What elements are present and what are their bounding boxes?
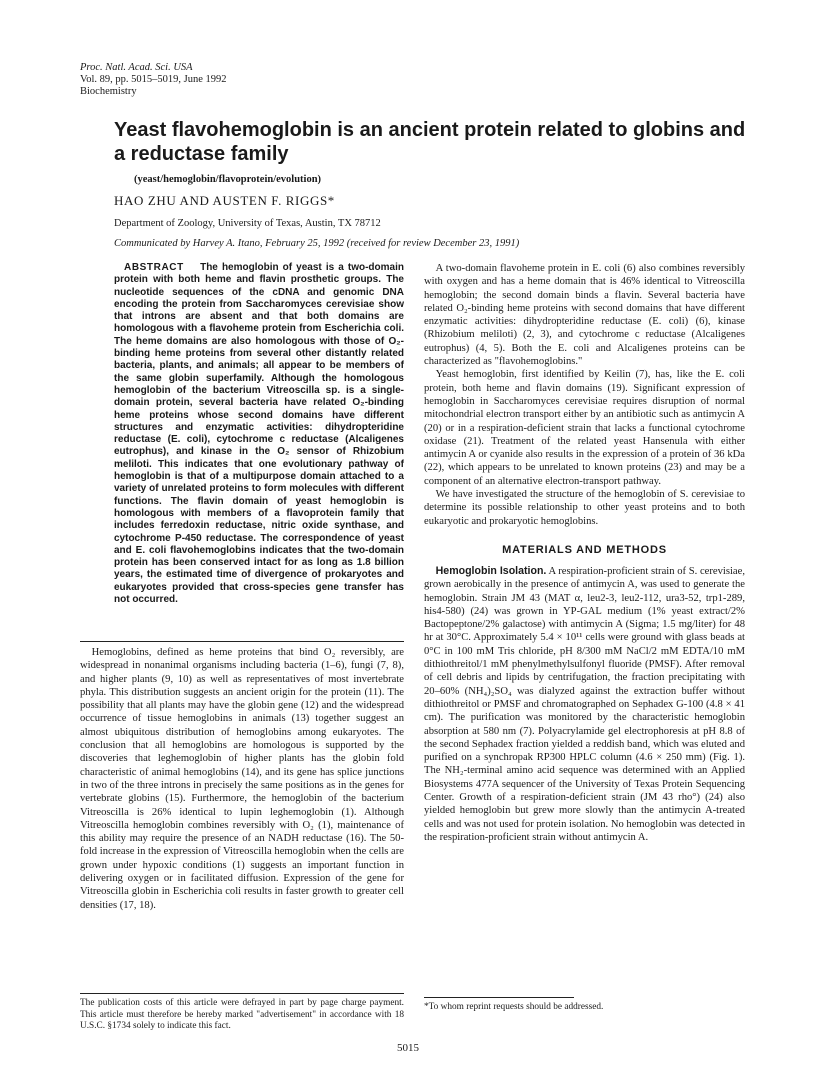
left-column xyxy=(80,646,404,912)
journal-name: Proc. Natl. Acad. Sci. USA xyxy=(80,62,193,73)
footnote-divider-right xyxy=(424,997,574,998)
methods-text: A respiration-proficient strain of S. cerevisiae, grown aerobically in the presence of antimycin A, was used to generate the hemoglobin. Strain JM 43 (MAT α, leu2-3, leu2-112, ura3-52, trp1-289, his4-580) (24) was grown in YP-GAL medium (1% yeast extract/2% Bactopeptone/2% galactose) with antimycin A (Sigma; 1.5 mg/liter) for 48 hr at 30°C. Approximately 5.4 × 10¹¹ cells were ground with glass beads at 0°C in 100 mM Tris chloride, pH 8/300 mM NaCl/2 mM EDTA/10 mM dithiothreitol/1 mM phenylmethylsulfonyl fluoride (PMSF). After removal of cell debris and lipids by centrifugation, the fraction precipitating with 20–60% (NH₄)₂SO₄ was dialyzed against the extraction buffer without dithiothreitol or PMSF and chromatographed on Sephadex G-100 (4.8 × 41 cm). The purification was monitored by the characteristic hemoglobin absorption at 580 nm (7). Polyacrylamide gel electrophoresis at pH 8.8 of the second Sephadex fraction yielded a reddish band, which was eluted and purified on a synchropak RP300 HPLC column (4.6 × 250 mm) (Fig. 1). The NH₂-terminal amino acid sequence was determined with an Applied Biosystems 477A sequencer of the University of Texas Protein Sequencing Center. Growth of a respiration-deficient strain (JM 43 rho°) (24) also yielded hemoglobin but grew more slowly than the antimycin A-treated cells and was not used for protein isolation. No hemoglobin was detected in the respiration-proficient strain without antimycin A. xyxy=(424,565,745,843)
authors: HAO ZHU AND AUSTEN F. RIGGS* xyxy=(114,193,335,208)
right-column xyxy=(424,262,745,844)
body-paragraph: Yeast hemoglobin, first identified by Keilin (7), has, like the E. coli protein, both heme and flavin domains (19). Significant expression of hemoglobin in Saccharomyces cerevisiae requires disruption of normal mitochondrial electron transport either by an antibiotic such as antimycin A (20) or in a respiration-deficient strain that lacks a functional cytochrome oxidase (21). Treatment of the related yeast Hansenula with either antimycin A or cyanide also results in the expression of a protein of 36 kDa (22), which appears to be unrelated to known proteins (23) and may be a component of an alternative electron-transport pathway. xyxy=(424,369,745,487)
abstract-text: The hemoglobin of yeast is a two-domain protein with both heme and flavin prosthetic groups. The nucleotide sequences of the cDNA and genomic DNA encoding the protein from Saccharomyces cerevisiae show that introns are absent and that both domains are homologous with a flavoheme protein from Escherichia coli. The heme domains are also homologous with those of O₂-binding heme proteins from several other distantly related bacteria, plants, and animals; all appear to be members of the same globin superfamily. Although the homologous hemoglobin of the bacterium Vitreoscilla sp. is a single-domain protein, several bacteria have related O₂-binding heme proteins whose second domains have different structures and enzymatic activities: dihydropteridine reductase (E. coli), cytochrome c reductase (Alcaligenes eutrophus), and kinase in the O₂ sensor of Rhizobium meliloti. This indicates that one evolutionary pathway of hemoglobin is that of a multipurpose domain attached to a variety of unrelated proteins to form molecules with different functions. The flavin domain of yeast hemoglobin is homologous with members of a flavoprotein family that includes ferredoxin reductase, nitric oxide synthase, and cytochrome P-450 reductase. The correspondence of yeast and E. coli flavohemoglobins indicates that the two-domain protein has been conserved intact for as long as 1.8 billion years, the estimated time of divergence of prokaryotes and eukaryotes provided that cross-species gene transfer has not occurred. xyxy=(114,262,404,606)
body-paragraph: Hemoglobins, defined as heme proteins that bind O₂ reversibly, are widespread in nonanimal organisms including bacteria (1–6), fungi (7, 8), and higher plants (9, 10) as well as representatives of most invertebrate phyla. This distribution suggests an ancient origin for the protein (11). The possibility that all plants may have the globin gene (12) and the widespread occurrence of tissue hemoglobins in animals (13) together suggest an almost ubiquitous distribution of hemoglobins among eukaryotes. The conclusion that all hemoglobins are homologous is supported by the discoveries that leghemoglobin of higher plants has the globin fold characteristic of animal hemoglobins (14), and its gene has splice junctions in two of the three introns in precisely the same positions as in the genes for vertebrate globins (15). Furthermore, the hemoglobin of the bacterium Vitreoscilla is 26% identical to lupin leghemoglobin (1). Although Vitreoscilla hemoglobin combines reversibly with O₂ (1), maintenance of this ability may require the presence of an NADH reductase (16). The 50-fold increase in the expression of Vitreoscilla hemoglobin when the cells are grown under hypoxic conditions (1) suggests an important function in delivering oxygen or in facilitated diffusion. Expression of the gene for Vitreoscilla globin in Escherichia coli results in faster growth to greater cell densities (17, 18). xyxy=(80,647,404,911)
communicated-by: Communicated by Harvey A. Itano, February 25, 1992 (received for review December 23, 1991) xyxy=(114,238,520,249)
abstract xyxy=(114,262,404,606)
keywords: (yeast/hemoglobin/flavoprotein/evolution) xyxy=(134,174,322,185)
body-paragraph: A two-domain flavoheme protein in E. coli (6) also combines reversibly with oxygen and has a heme domain that is 46% identical to Vitreoscilla hemoglobin; the second domain binds a flavin. Several bacteria have related O₂-binding heme proteins with second domains that have different enzymatic activities: dihydropteridine reductase (E. coli) (6), kinase (Rhizobium meliloti) (2, 3), and cytochrome c reductase (Alcaligenes eutrophus) (4, 5). Both the E. coli and Alcaligenes proteins can be characterized as "flavohemoglobins." xyxy=(424,263,745,368)
publication-costs-note: The publication costs of this article were defrayed in part by page charge payment. This article must therefore be hereby marked "advertisement" in accordance with 18 U.S.C. §1734 solely to indicate this fact. xyxy=(80,998,404,1031)
journal-header xyxy=(80,62,227,98)
article-title: Yeast flavohemoglobin is an ancient protein related to globins and a reductase family xyxy=(114,119,746,165)
abstract-divider xyxy=(80,641,404,642)
body-paragraph: We have investigated the structure of the hemoglobin of S. cerevisiae to determine its possible relationship to other yeast proteins and to both eukaryotic and prokaryotic hemoglobins. xyxy=(424,489,745,527)
footnote-divider-left xyxy=(80,993,404,994)
affiliation: Department of Zoology, University of Texas, Austin, TX 78712 xyxy=(114,218,381,229)
page-number: 5015 xyxy=(397,1042,419,1054)
methods-paragraph xyxy=(424,565,745,844)
methods-subheading: Hemoglobin Isolation. xyxy=(435,564,547,577)
methods-heading: MATERIALS AND METHODS xyxy=(502,543,667,556)
volume-line: Vol. 89, pp. 5015–5019, June 1992 xyxy=(80,74,227,85)
journal-section: Biochemistry xyxy=(80,86,137,97)
abstract-heading: ABSTRACT xyxy=(124,262,184,273)
reprint-note: *To whom reprint requests should be addressed. xyxy=(424,1002,604,1012)
